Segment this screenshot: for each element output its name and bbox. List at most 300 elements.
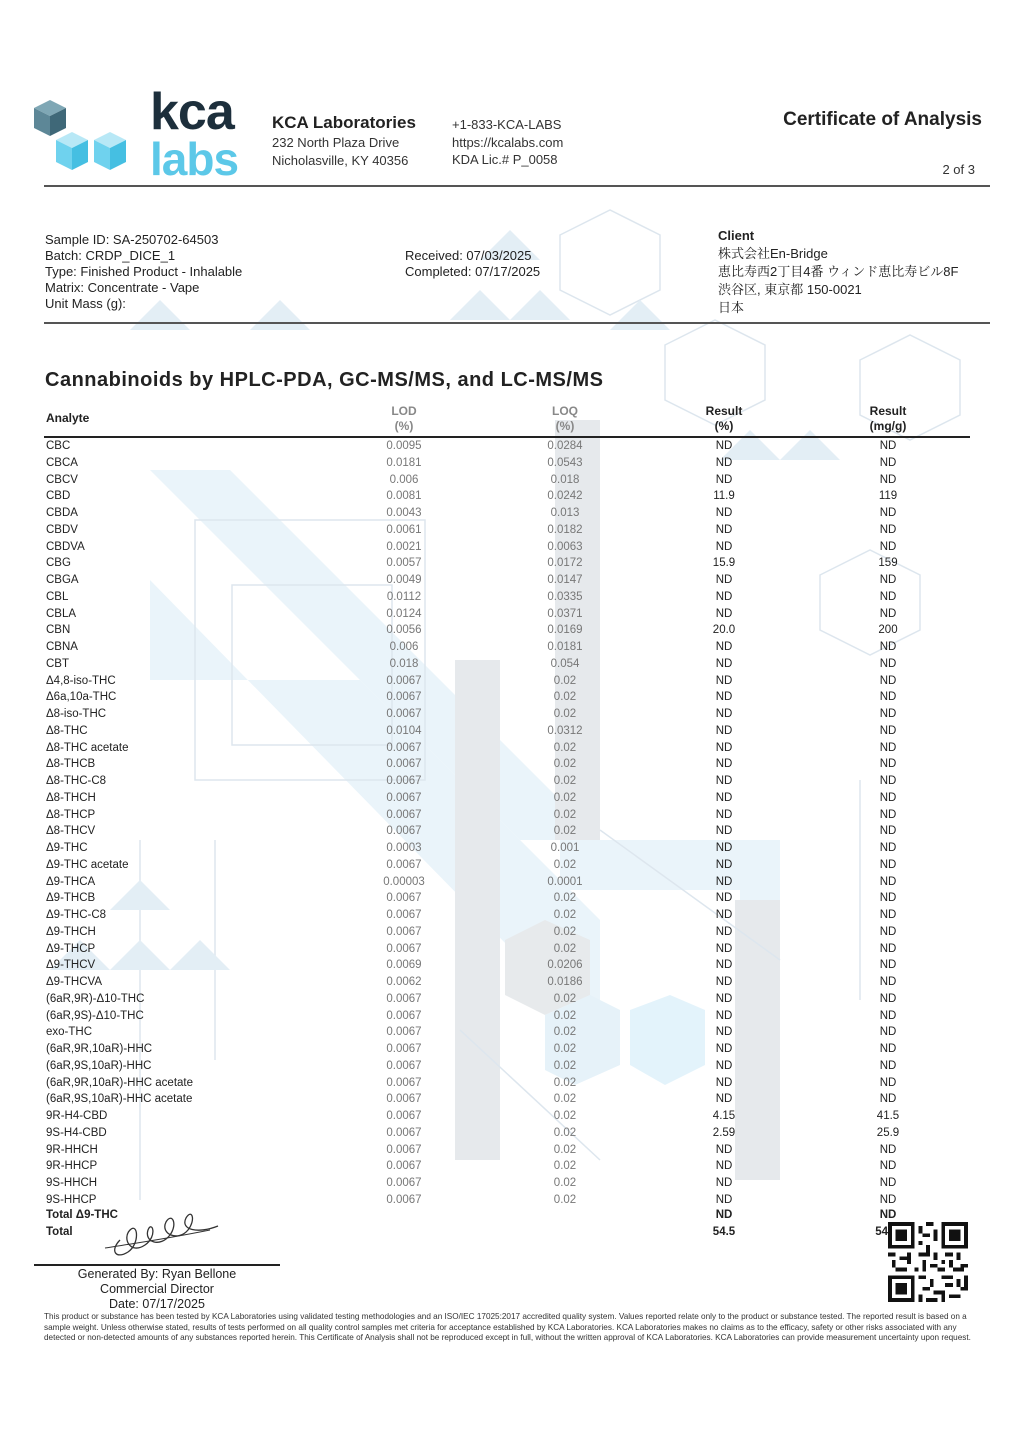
result-mg-cell: ND — [879, 741, 897, 754]
result-mg-cell: ND — [879, 590, 897, 603]
result-percent-cell: ND — [715, 456, 733, 469]
loq-cell: 0.02 — [553, 758, 577, 771]
lod-cell: 0.0067 — [386, 892, 422, 905]
loq-cell: 0.02 — [553, 925, 577, 938]
table-row — [0, 840, 1024, 857]
result-mg-cell: ND — [879, 909, 897, 921]
loq-cell: 0.02 — [553, 741, 577, 754]
table-row — [0, 706, 1024, 723]
analyte-cell: (6aR,9S,10aR)-HHC — [46, 1059, 152, 1072]
analyte-cell: Δ8-THCH — [46, 791, 96, 804]
result-mg-cell: ND — [879, 842, 897, 854]
sample-type: Type: Finished Product - Inhalable — [45, 264, 243, 279]
table-row — [0, 890, 1024, 907]
received-date: Received: 07/03/2025 — [405, 248, 532, 263]
result-percent-cell: ND — [715, 842, 733, 854]
result-mg-cell: ND — [879, 1076, 897, 1089]
header-result-mg — [838, 404, 938, 434]
table-row — [0, 539, 1024, 556]
total-percent: 54.5 — [712, 1226, 736, 1238]
analyte-cell: CBDA — [46, 507, 78, 519]
loq-cell: 0.02 — [553, 1110, 577, 1122]
result-mg-cell: ND — [879, 507, 897, 519]
result-percent-cell: 15.9 — [712, 557, 736, 570]
result-percent-cell: ND — [715, 724, 733, 737]
result-mg-cell: ND — [879, 708, 897, 720]
loq-cell: 0.02 — [553, 1043, 577, 1055]
lab-phone: +1-833-KCA-LABS — [452, 117, 562, 132]
result-percent-cell: ND — [715, 1026, 733, 1039]
result-mg-cell: 119 — [878, 490, 898, 503]
lod-cell: 0.0067 — [386, 992, 422, 1005]
loq-cell: 0.0371 — [547, 607, 583, 620]
loq-cell: 0.02 — [553, 1009, 577, 1022]
loq-cell: 0.02 — [553, 909, 577, 921]
table-row — [0, 438, 1024, 455]
analyte-cell: Δ9-THCP — [46, 942, 96, 955]
table-row — [0, 823, 1024, 840]
analyte-cell: 9R-HHCH — [46, 1143, 98, 1156]
loq-cell: 0.02 — [553, 825, 577, 838]
lod-cell: 0.0181 — [386, 456, 422, 469]
loq-cell: 0.02 — [553, 674, 577, 687]
table-row — [0, 756, 1024, 773]
kca-labs-logo-icon — [28, 92, 140, 184]
analyte-cell: Δ8-THCV — [46, 825, 96, 838]
loq-cell: 0.0063 — [547, 540, 583, 553]
lod-cell: 0.0104 — [386, 724, 422, 737]
analyte-cell: (6aR,9S,10aR)-HHC acetate — [46, 1093, 193, 1106]
analyte-cell: Δ8-iso-THC — [46, 708, 107, 720]
result-percent-cell: ND — [715, 925, 733, 938]
result-mg-cell: ND — [879, 825, 897, 838]
total-mg: 54 — [875, 1226, 888, 1238]
result-percent-cell: 20.0 — [712, 624, 736, 637]
analyte-cell: CBLA — [46, 607, 77, 620]
loq-cell: 0.02 — [553, 1160, 577, 1173]
analyte-cell: Δ4,8-iso-THC — [46, 674, 116, 687]
lod-cell: 0.0112 — [386, 590, 422, 603]
result-mg-cell: ND — [879, 942, 897, 955]
signature-image-icon — [100, 1200, 220, 1265]
result-mg-cell: ND — [879, 858, 897, 871]
document-title: Certificate of Analysis — [783, 109, 982, 130]
result-mg-cell: ND — [879, 440, 897, 452]
analyte-cell: Δ9-THC acetate — [46, 858, 129, 871]
lod-cell: 0.0067 — [386, 1059, 422, 1072]
lod-cell: 0.0067 — [386, 775, 422, 787]
loq-cell: 0.02 — [553, 791, 577, 804]
table-row — [0, 488, 1024, 505]
total-label: Total — [46, 1226, 73, 1238]
lab-website[interactable]: https://kcalabs.com — [452, 135, 564, 150]
analyte-cell: (6aR,9R,10aR)-HHC acetate — [46, 1076, 194, 1089]
table-row — [0, 1008, 1024, 1025]
result-mg-cell: ND — [879, 1193, 897, 1206]
header-result-mg-unit: (mg/g) — [869, 419, 907, 433]
legal-disclaimer: This product or substance has been tested by KCA Laboratories using validated testing methodologies and an ISO/IEC 17025:2017 accredited quality system. Values reported relate only to the product or substance tested. The reported result is based on a sample weight. Unless otherwise stated, results of tests performed on all quality control samples met criteria for acceptance established by KCA Laboratories. KCA Laboratories makes no claims as to the efficacy, safety or other risks associated with any detected or non-detected amounts of any substances reported herein. This Certificate of Analysis shall not be reproduced except in full, without the written approval of KCA Laboratories. KCA Laboratories can provide measurement uncertainty upon request. — [44, 1312, 971, 1342]
lod-cell: 0.0067 — [386, 758, 422, 771]
lod-cell: 0.0067 — [386, 708, 422, 720]
lod-cell: 0.0057 — [386, 557, 422, 570]
sample-matrix: Matrix: Concentrate - Vape — [45, 280, 200, 295]
loq-cell: 0.02 — [553, 691, 577, 704]
table-row — [0, 572, 1024, 589]
analyte-cell: (6aR,9R)-Δ10-THC — [46, 992, 145, 1005]
result-mg-cell: ND — [879, 523, 897, 536]
result-mg-cell: ND — [879, 1093, 897, 1106]
header-result-percent-label: Result — [705, 404, 743, 418]
lod-cell: 0.0067 — [386, 674, 422, 687]
result-mg-cell: ND — [879, 724, 897, 737]
analyte-cell: Δ8-THC acetate — [46, 741, 129, 754]
result-mg-cell: ND — [879, 976, 897, 988]
result-percent-cell: 2.59 — [712, 1126, 736, 1139]
analyte-cell: CBGA — [46, 574, 79, 586]
result-percent-cell: ND — [715, 808, 733, 821]
analyte-cell: CBDV — [46, 523, 78, 536]
analyte-cell: Δ8-THCB — [46, 758, 96, 771]
loq-cell: 0.0335 — [547, 590, 583, 603]
table-row — [0, 723, 1024, 740]
lod-cell: 0.0081 — [386, 490, 422, 503]
result-percent-cell: ND — [715, 523, 733, 536]
header-loq-unit: (%) — [555, 419, 575, 433]
lod-cell: 0.0067 — [386, 1009, 422, 1022]
table-row — [0, 1175, 1024, 1192]
lab-name: KCA Laboratories — [272, 113, 416, 132]
result-percent-cell: ND — [715, 440, 733, 452]
table-row — [0, 656, 1024, 673]
loq-cell: 0.0242 — [547, 490, 583, 503]
result-percent-cell: ND — [715, 875, 733, 888]
lod-cell: 0.018 — [389, 657, 419, 670]
loq-cell: 0.02 — [553, 1177, 577, 1189]
lod-cell: 0.0067 — [386, 741, 422, 754]
lod-cell: 0.0067 — [386, 1177, 422, 1189]
result-mg-cell: ND — [879, 992, 897, 1005]
lod-cell: 0.0067 — [386, 942, 422, 955]
result-mg-cell: ND — [879, 791, 897, 804]
result-percent-cell: ND — [715, 1160, 733, 1173]
lod-cell: 0.0067 — [386, 1126, 422, 1139]
result-percent-cell: ND — [715, 590, 733, 603]
result-mg-cell: ND — [879, 1043, 897, 1055]
result-percent-cell: ND — [715, 540, 733, 553]
result-percent-cell: ND — [715, 1093, 733, 1106]
client-country: 日本 — [718, 300, 745, 315]
sample-batch: Batch: CRDP_DICE_1 — [45, 248, 176, 263]
sample-info-block — [45, 232, 242, 312]
analyte-cell: CBC — [46, 440, 71, 452]
result-mg-cell: ND — [879, 1160, 897, 1173]
table-row — [0, 673, 1024, 690]
table-row — [0, 1058, 1024, 1075]
loq-cell: 0.018 — [550, 473, 580, 486]
result-mg-cell: ND — [879, 691, 897, 704]
loq-cell: 0.0181 — [547, 641, 583, 653]
result-percent-cell: ND — [715, 1009, 733, 1022]
header-lod-unit: (%) — [394, 419, 414, 433]
result-mg-cell: ND — [879, 1059, 897, 1072]
result-percent-cell: ND — [715, 791, 733, 804]
lod-cell: 0.0067 — [386, 1110, 422, 1122]
analyte-cell: CBL — [46, 590, 69, 603]
result-mg-cell: 25.9 — [876, 1126, 900, 1139]
result-mg-cell: ND — [879, 775, 897, 787]
table-row — [0, 807, 1024, 824]
result-percent-cell: ND — [715, 473, 733, 486]
result-percent-cell: ND — [715, 825, 733, 838]
lod-cell: 0.0056 — [386, 624, 422, 637]
result-percent-cell: ND — [715, 574, 733, 586]
table-row — [0, 941, 1024, 958]
lod-cell: 0.0021 — [386, 540, 422, 553]
table-row — [0, 974, 1024, 991]
result-mg-cell: ND — [879, 456, 897, 469]
analyte-cell: (6aR,9S)-Δ10-THC — [46, 1009, 144, 1022]
client-block — [718, 227, 958, 317]
lod-cell: 0.0067 — [386, 1026, 422, 1039]
qr-code-icon[interactable] — [888, 1222, 968, 1302]
lod-cell: 0.0062 — [386, 976, 422, 988]
table-row — [0, 1158, 1024, 1175]
loq-cell: 0.0543 — [547, 456, 583, 469]
table-row — [0, 455, 1024, 472]
lod-cell: 0.0067 — [386, 925, 422, 938]
loq-cell: 0.02 — [553, 708, 577, 720]
analyte-cell: Δ8-THCP — [46, 808, 96, 821]
lod-cell: 0.0069 — [386, 959, 422, 972]
signer-title: Commercial Director — [100, 1282, 214, 1296]
loq-cell: 0.0312 — [547, 724, 583, 737]
total-d9-thc-percent: ND — [715, 1209, 733, 1221]
analyte-cell: CBG — [46, 557, 71, 570]
client-heading: Client — [718, 228, 755, 243]
result-percent-cell: ND — [715, 909, 733, 921]
lod-cell: 0.0067 — [386, 791, 422, 804]
analyte-cell: CBN — [46, 624, 71, 637]
lod-cell: 0.0067 — [386, 858, 422, 871]
analyte-cell: CBD — [46, 490, 71, 503]
result-percent-cell: ND — [715, 708, 733, 720]
analyte-cell: Δ9-THCH — [46, 925, 96, 938]
lod-cell: 0.0067 — [386, 1143, 422, 1156]
signature-date: Date: 07/17/2025 — [109, 1297, 205, 1311]
loq-cell: 0.02 — [553, 858, 577, 871]
result-percent-cell: ND — [715, 657, 733, 670]
result-percent-cell: 11.9 — [713, 490, 735, 503]
total-d9-thc-label: Total Δ9-THC — [46, 1209, 118, 1221]
loq-cell: 0.013 — [550, 507, 580, 519]
result-mg-cell: ND — [879, 808, 897, 821]
loq-cell: 0.02 — [553, 775, 577, 787]
analyte-cell: 9R-HHCP — [46, 1160, 98, 1173]
header-result-percent-unit: (%) — [714, 419, 734, 433]
result-mg-cell: ND — [879, 1143, 897, 1156]
result-percent-cell: ND — [715, 691, 733, 704]
client-address-line2: 渋谷区, 東京都 150-0021 — [718, 282, 862, 297]
lod-cell: 0.0049 — [386, 574, 422, 586]
table-row — [0, 1091, 1024, 1108]
result-mg-cell: ND — [879, 1009, 897, 1022]
lod-cell: 0.0067 — [386, 1093, 422, 1106]
client-name: 株式会社En-Bridge — [718, 246, 828, 261]
result-percent-cell: ND — [715, 674, 733, 687]
generated-by: Generated By: Ryan Bellone — [77, 1267, 237, 1281]
loq-cell: 0.0206 — [547, 959, 583, 972]
result-percent-cell: ND — [715, 741, 733, 754]
lab-address-line1: 232 North Plaza Drive — [272, 135, 400, 150]
analyte-cell: Δ9-THCV — [46, 959, 96, 972]
result-mg-cell: ND — [879, 925, 897, 938]
table-row — [0, 1075, 1024, 1092]
analyte-cell: CBNA — [46, 641, 78, 653]
loq-cell: 0.0186 — [547, 976, 583, 988]
loq-cell: 0.02 — [553, 1076, 577, 1089]
loq-cell: 0.02 — [553, 942, 577, 955]
result-mg-cell: ND — [879, 1177, 897, 1189]
result-percent-cell: ND — [715, 1076, 733, 1089]
analyte-cell: Δ9-THC-C8 — [46, 909, 107, 921]
table-row — [0, 505, 1024, 522]
analyte-cell: Δ8-THC — [46, 724, 88, 737]
result-percent-cell: ND — [715, 775, 733, 787]
sample-unit-mass: Unit Mass (g): — [45, 296, 126, 311]
table-row — [0, 622, 1024, 639]
analyte-cell: CBCV — [46, 473, 78, 486]
loq-cell: 0.0172 — [547, 557, 583, 570]
lod-cell: 0.0067 — [386, 909, 422, 921]
header-analyte: Analyte — [46, 411, 90, 425]
lod-cell: 0.0043 — [386, 507, 422, 519]
header-lod — [354, 404, 454, 434]
result-mg-cell: ND — [879, 641, 897, 653]
result-percent-cell: 4.15 — [712, 1110, 736, 1122]
result-percent-cell: ND — [715, 1143, 733, 1156]
lod-cell: 0.006 — [389, 641, 419, 653]
result-mg-cell: ND — [879, 473, 897, 486]
lod-cell: 0.0067 — [386, 1043, 422, 1055]
table-row — [0, 522, 1024, 539]
lod-cell: 0.0003 — [386, 842, 422, 854]
result-percent-cell: ND — [715, 992, 733, 1005]
sample-id: Sample ID: SA-250702-64503 — [45, 232, 219, 247]
table-row — [0, 740, 1024, 757]
lod-cell: 0.0067 — [386, 808, 422, 821]
analyte-cell: 9S-H4-CBD — [46, 1126, 107, 1139]
result-percent-cell: ND — [715, 641, 733, 653]
table-row — [0, 1024, 1024, 1041]
table-row — [0, 924, 1024, 941]
lod-cell: 0.006 — [389, 473, 419, 486]
header-loq — [515, 404, 615, 434]
result-percent-cell: ND — [715, 942, 733, 955]
lod-cell: 0.00003 — [383, 875, 425, 888]
loq-cell: 0.02 — [553, 808, 577, 821]
lod-cell: 0.0095 — [386, 440, 422, 452]
result-percent-cell: ND — [715, 758, 733, 771]
loq-cell: 0.02 — [553, 892, 577, 905]
analyte-cell: CBCA — [46, 456, 78, 469]
result-percent-cell: ND — [715, 858, 733, 871]
result-mg-cell: 200 — [878, 624, 898, 637]
result-percent-cell: ND — [715, 892, 733, 905]
lod-cell: 0.0067 — [386, 1193, 422, 1206]
result-percent-cell: ND — [715, 1059, 733, 1072]
analyte-cell: 9S-HHCH — [46, 1177, 98, 1189]
result-mg-cell: ND — [879, 875, 897, 888]
table-row — [0, 957, 1024, 974]
loq-cell: 0.02 — [553, 1026, 577, 1039]
lab-address-line2: Nicholasville, KY 40356 — [272, 153, 409, 168]
lod-cell: 0.0067 — [386, 691, 422, 704]
analyte-cell: Δ6a,10a-THC — [46, 691, 117, 704]
header-lod-label: LOD — [391, 404, 417, 418]
loq-cell: 0.02 — [553, 1193, 577, 1206]
result-mg-cell: ND — [879, 540, 897, 553]
header-divider — [44, 185, 990, 187]
header-result-mg-label: Result — [869, 404, 907, 418]
table-row — [0, 773, 1024, 790]
analyte-cell: Δ8-THC-C8 — [46, 775, 107, 787]
result-percent-cell: ND — [715, 959, 733, 972]
total-d9-thc-mg: ND — [879, 1209, 897, 1221]
lod-cell: 0.0067 — [386, 825, 422, 838]
table-row — [0, 1041, 1024, 1058]
lod-cell: 0.0067 — [386, 1076, 422, 1089]
result-percent-cell: ND — [715, 607, 733, 620]
table-row — [0, 689, 1024, 706]
analyte-cell: CBDVA — [46, 540, 85, 553]
loq-cell: 0.02 — [553, 1126, 577, 1139]
result-mg-cell: ND — [879, 674, 897, 687]
result-mg-cell: 41.5 — [876, 1110, 900, 1122]
loq-cell: 0.02 — [553, 1059, 577, 1072]
lod-cell: 0.0124 — [386, 607, 422, 620]
result-percent-cell: ND — [715, 1193, 733, 1206]
analyte-cell: exo-THC — [46, 1026, 93, 1039]
result-percent-cell: ND — [715, 1177, 733, 1189]
results-table-body — [0, 438, 1024, 1209]
client-address-line1: 恵比寿西2丁目4番 ウィンド恵比寿ビル8F — [718, 264, 959, 279]
analyte-cell: Δ9-THCVA — [46, 976, 103, 988]
table-row — [0, 639, 1024, 656]
table-row — [0, 790, 1024, 807]
result-mg-cell: ND — [879, 959, 897, 972]
table-row — [0, 874, 1024, 891]
table-row — [0, 1142, 1024, 1159]
table-row — [0, 1125, 1024, 1142]
loq-cell: 0.0284 — [547, 440, 583, 452]
loq-cell: 0.0001 — [547, 875, 583, 888]
analyte-cell: CBT — [46, 657, 69, 670]
table-row — [0, 606, 1024, 623]
info-divider — [44, 322, 990, 324]
table-row — [0, 907, 1024, 924]
analyte-cell: Δ9-THCB — [46, 892, 96, 905]
result-percent-cell: ND — [715, 507, 733, 519]
lod-cell: 0.0061 — [386, 523, 422, 536]
table-row — [0, 857, 1024, 874]
section-title: Cannabinoids by HPLC-PDA, GC-MS/MS, and LC-MS/MS — [45, 369, 604, 391]
signature-line — [34, 1264, 280, 1266]
table-row — [0, 589, 1024, 606]
result-mg-cell: ND — [879, 758, 897, 771]
analyte-cell: Δ9-THC — [46, 842, 88, 854]
loq-cell: 0.0147 — [547, 574, 583, 586]
result-mg-cell: ND — [879, 607, 897, 620]
